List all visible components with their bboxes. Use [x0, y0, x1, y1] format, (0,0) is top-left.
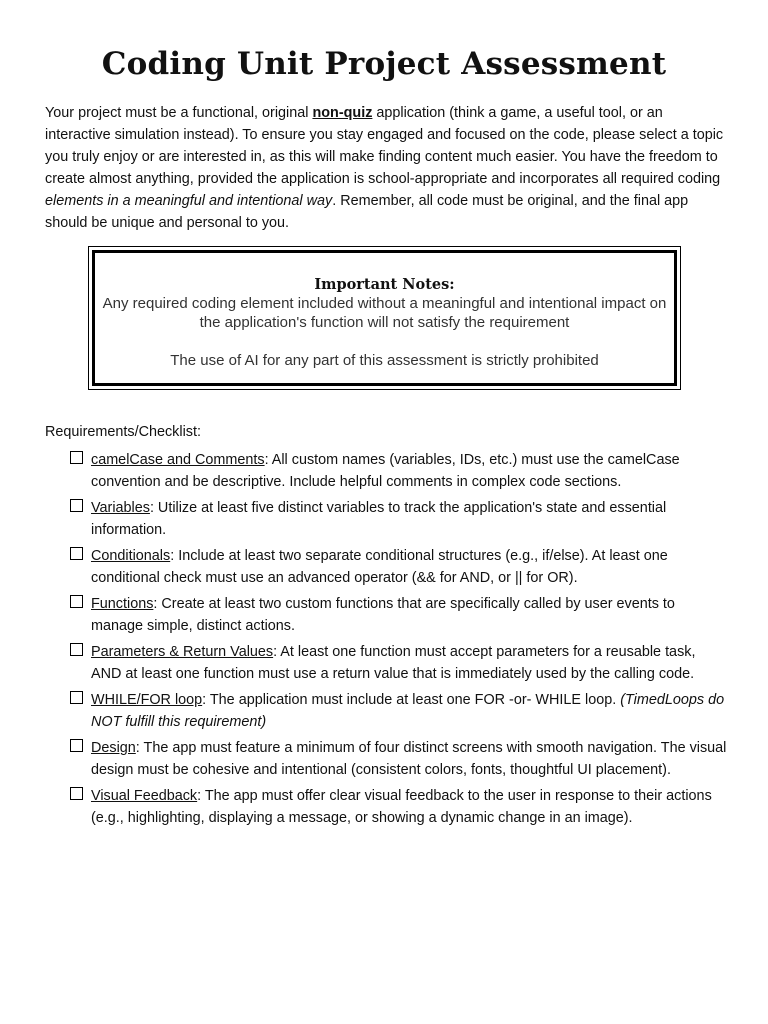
checkbox[interactable] [70, 739, 83, 752]
checkbox[interactable] [70, 595, 83, 608]
important-notes-inner [92, 250, 677, 386]
notes-line-1: Any required coding element included without a meaningful and intentional impact on the application's function will not satisfy the requirement [102, 295, 667, 331]
requirement-text: : The application must include at least one FOR -or- WHILE loop. [202, 692, 621, 708]
checkbox[interactable] [70, 451, 83, 464]
requirements-heading: Requirements/Checklist: [45, 424, 201, 440]
requirement-text: : The app must feature a minimum of four distinct screens with smooth navigation. The visual design must be cohesive and intentional (consistent colors, fonts, thoughtful UI placement). [91, 740, 727, 778]
notes-heading: Important Notes: [314, 276, 455, 293]
checkbox[interactable] [70, 691, 83, 704]
requirement-label: camelCase and Comments [91, 452, 265, 468]
requirement-text: : Utilize at least five distinct variables to track the application's state and essential information. [91, 500, 667, 538]
checkbox[interactable] [70, 547, 83, 560]
checklist-item [68, 545, 728, 589]
requirements-checklist [68, 449, 728, 833]
requirement-label: Conditionals [91, 548, 171, 564]
requirement-text: : All custom names (variables, IDs, etc.) must use the camelCase convention and be descriptive. Include helpful comments in complex code sections. [91, 452, 680, 490]
checklist-item [68, 737, 728, 781]
requirement-label: WHILE/FOR loop [91, 692, 203, 708]
checklist-item [68, 449, 728, 493]
checkbox[interactable] [70, 499, 83, 512]
intro-emphasis: non-quiz [312, 105, 373, 121]
intro-part-3: . Remember, all code must be original, and the final app should be unique and personal to you. [45, 193, 689, 231]
requirement-note: (TimedLoops do NOT fulfill this requirement) [91, 692, 725, 730]
requirement-label: Variables [91, 500, 150, 516]
checklist-item [68, 593, 728, 637]
checklist-item [68, 497, 728, 541]
requirement-label: Parameters & Return Values [91, 644, 274, 660]
notes-spacer [95, 332, 674, 351]
checklist-item [68, 641, 728, 685]
intro-part-2: application (think a game, a useful tool, or an interactive simulation instead). To ensure you stay engaged and focused on the code, please select a topic you truly enjoy or are interested in, as this will make finding content much easier. You have the freedom to create almost anything, provided the application is school-appropriate and incorporates all required coding [45, 105, 724, 187]
page-title: Coding Unit Project Assessment [101, 46, 667, 82]
important-notes-box [88, 246, 681, 390]
checklist-item [68, 785, 728, 829]
checkbox[interactable] [70, 787, 83, 800]
requirement-label: Design [91, 740, 136, 756]
intro-italic: elements in a meaningful and intentional way [45, 193, 333, 209]
requirement-text: : At least one function must accept parameters for a reusable task, AND at least one function must use a return value that is immediately used by the calling code. [91, 644, 696, 682]
intro-part-1: Your project must be a functional, original [45, 105, 313, 121]
requirement-label: Visual Feedback [91, 788, 198, 804]
intro-paragraph [45, 102, 725, 234]
requirement-text: : Create at least two custom functions that are specifically called by user events to manage simple, distinct actions. [91, 596, 675, 634]
notes-line-2: The use of AI for any part of this assessment is strictly prohibited [170, 352, 599, 369]
requirement-label: Functions [91, 596, 154, 612]
checkbox[interactable] [70, 643, 83, 656]
requirement-text: : Include at least two separate conditional structures (e.g., if/else). At least one conditional check must use an advanced operator (&& for AND, or || for OR). [91, 548, 668, 586]
requirement-text: : The app must offer clear visual feedback to the user in response to their actions (e.g., highlighting, displaying a message, or showing a dynamic change in an image). [91, 788, 712, 826]
checklist-item [68, 689, 728, 733]
